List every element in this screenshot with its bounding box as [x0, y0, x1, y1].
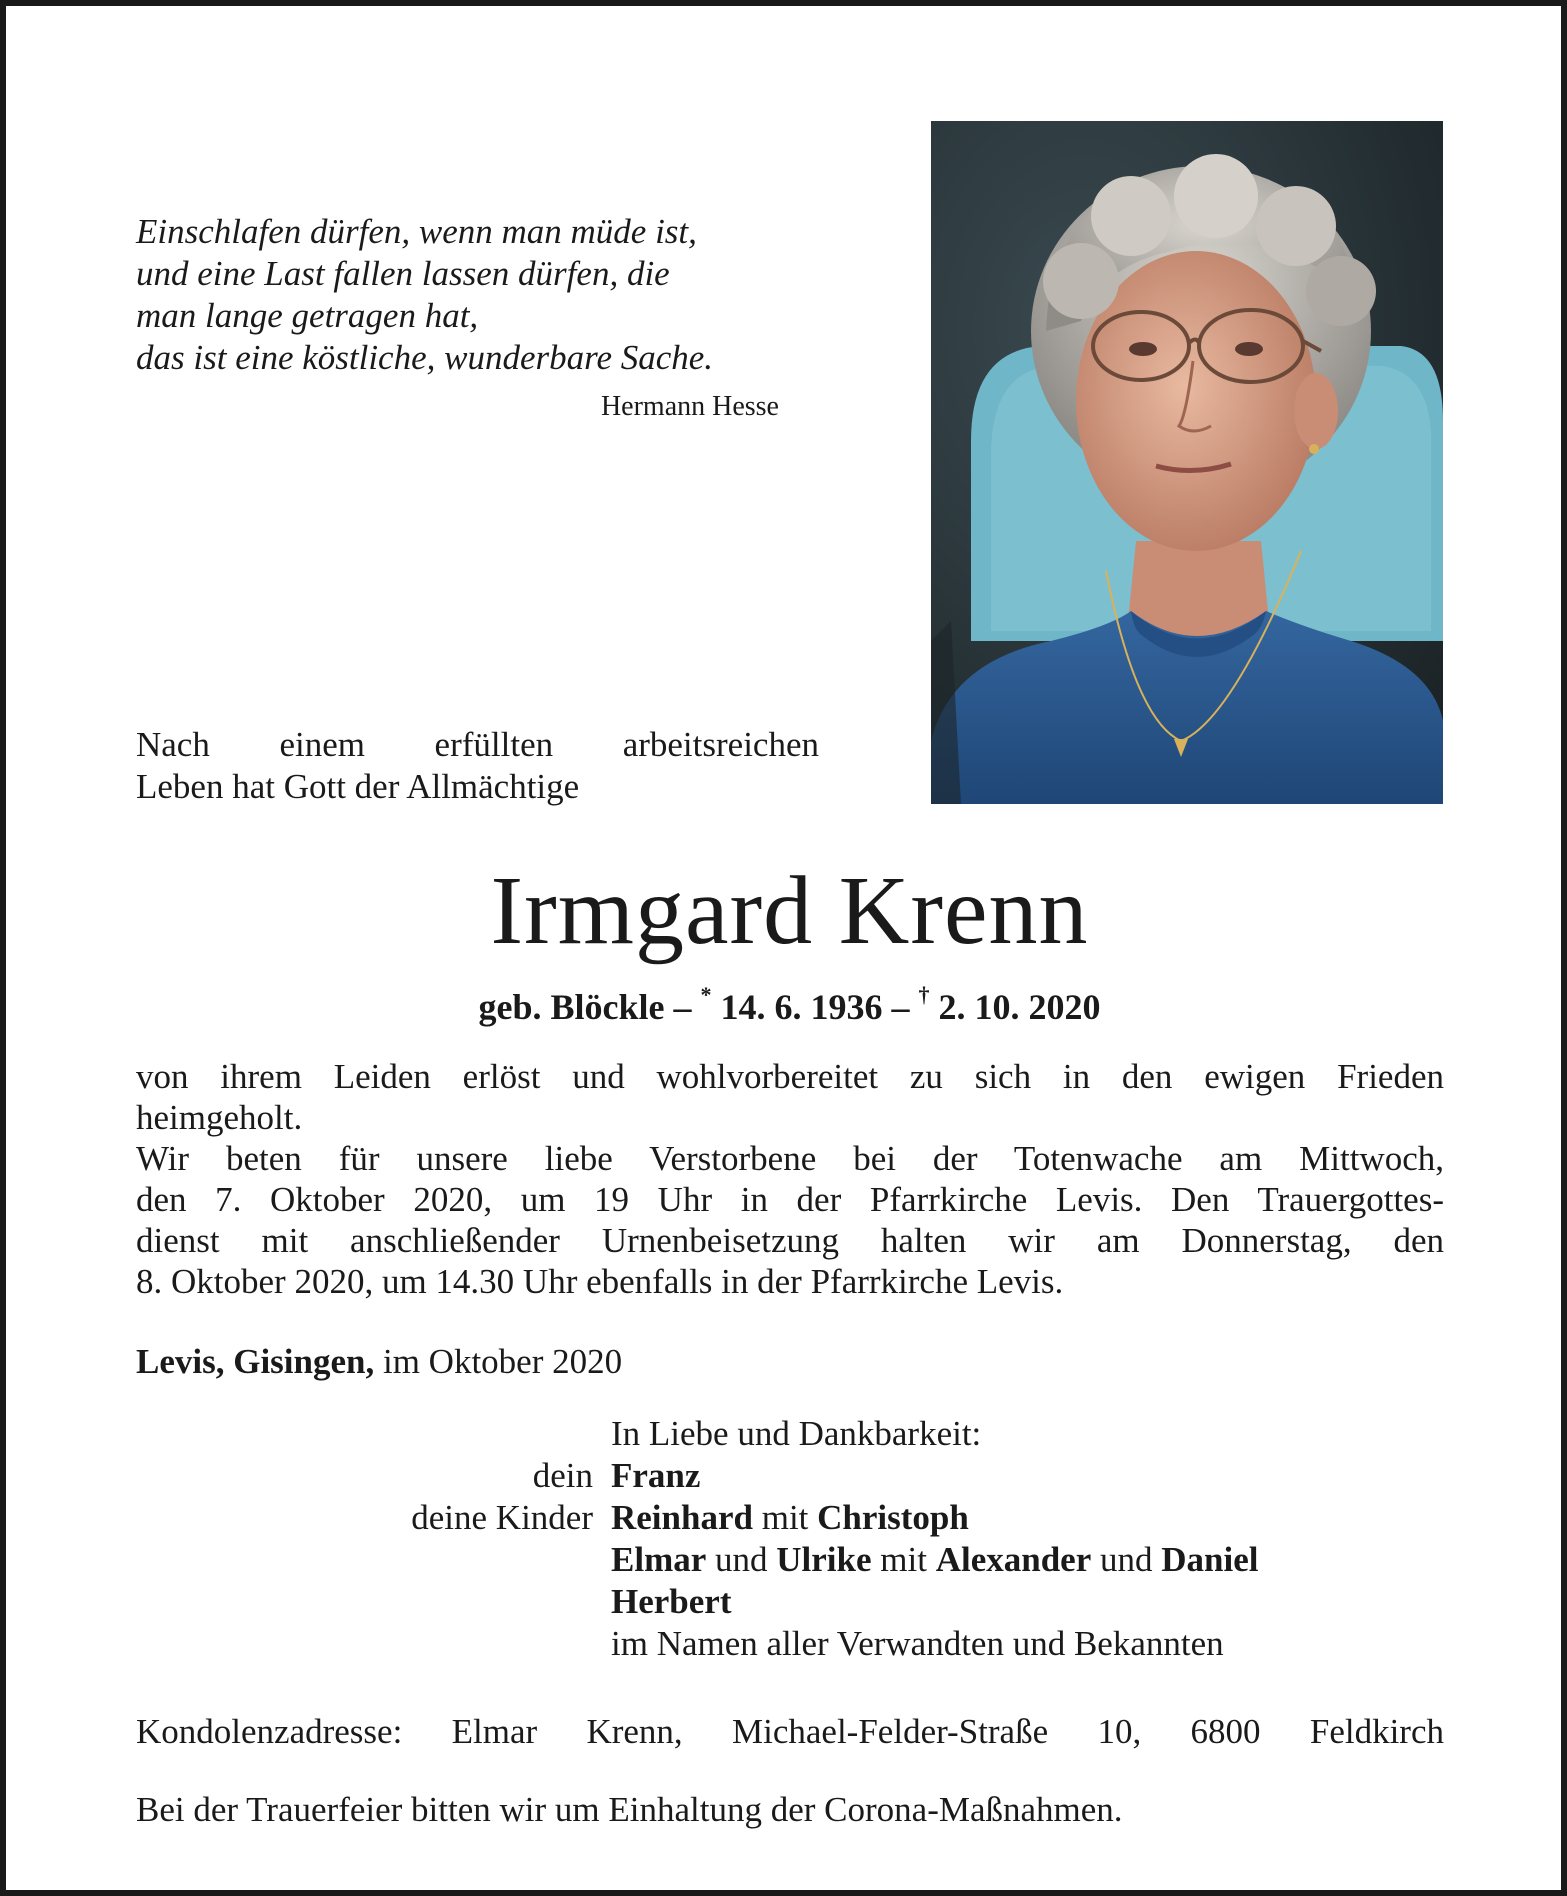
quote-line: das ist eine köstliche, wunderbare Sache.: [136, 338, 714, 377]
children-label: deine Kinder: [411, 1498, 593, 1537]
connector: und: [706, 1540, 777, 1579]
child-name: Herbert: [611, 1582, 732, 1621]
connector: mit: [752, 1498, 818, 1537]
children-row: [136, 1539, 1444, 1581]
portrait-image: [931, 121, 1443, 804]
intro-line: Nach einem erfüllten arbeitsreichen: [136, 725, 819, 764]
body-line: 8. Oktober 2020, um 14.30 Uhr ebenfalls in der Pfarrkirche Levis.: [136, 1262, 1064, 1301]
place-names: Levis, Gisingen,: [136, 1342, 375, 1381]
child-name: Reinhard: [611, 1498, 753, 1537]
birth-symbol: *: [700, 982, 712, 1007]
partner-name: Ulrike: [776, 1540, 872, 1579]
child-name: Elmar: [611, 1540, 707, 1579]
death-date: 2. 10. 2020: [929, 987, 1101, 1027]
body-line: dienst mit anschließender Urnenbeisetzung halten wir am Donnerstag, den: [136, 1221, 1444, 1260]
intro-line: Leben hat Gott der Allmächtige: [136, 767, 580, 806]
separator: –: [882, 987, 919, 1027]
birth-name: geb. Blöckle: [478, 987, 665, 1027]
quote-line: Einschlafen dürfen, wenn man müde ist,: [136, 212, 697, 251]
deceased-name: Irmgard Krenn: [490, 857, 1089, 965]
separator: –: [664, 987, 701, 1027]
children-row: [136, 1581, 1444, 1623]
body-line: heimgeholt.: [136, 1098, 303, 1137]
husband-name: Franz: [611, 1456, 701, 1495]
body-line: von ihrem Leiden erlöst und wohlvorbereitet zu sich in den ewigen Frieden: [136, 1057, 1444, 1096]
children-row: [136, 1497, 1444, 1539]
body-line: den 7. Oktober 2020, um 19 Uhr in der Pfarrkirche Levis. Den Trauergottes-: [136, 1180, 1444, 1219]
husband-label: dein: [532, 1456, 593, 1495]
mourners-intro: In Liebe und Dankbarkeit:: [611, 1414, 982, 1453]
life-dates: [6, 976, 1567, 1030]
grandchild-name: Daniel: [1161, 1540, 1259, 1579]
announcement-text: [136, 1056, 1444, 1302]
condolence-address: Kondolenzadresse: Elmar Krenn, Michael-Felder-Straße 10, 6800 Feldkirch: [136, 1712, 1444, 1751]
connector: und: [1091, 1540, 1162, 1579]
quote: [136, 211, 786, 379]
grandchild-name: Alexander: [935, 1540, 1092, 1579]
grandchild-name: Christoph: [817, 1498, 969, 1537]
month-year: im Oktober 2020: [374, 1342, 623, 1381]
death-symbol: †: [918, 982, 930, 1007]
birth-date: 14. 6. 1936: [711, 987, 883, 1027]
husband-row: [136, 1455, 1444, 1497]
connector: mit: [871, 1540, 936, 1579]
place-date: [136, 1341, 622, 1383]
closing-row: [136, 1623, 1444, 1665]
quote-line: und eine Last fallen lassen dürfen, die: [136, 254, 670, 293]
portrait-photo: [931, 121, 1443, 804]
mourners-list: [136, 1413, 1444, 1665]
quote-author: Hermann Hesse: [600, 391, 779, 422]
quote-line: man lange getragen hat,: [136, 296, 479, 335]
intro-text: [136, 724, 819, 808]
closing-text: im Namen aller Verwandten und Bekannten: [611, 1624, 1224, 1663]
mourners-intro-row: [136, 1413, 1444, 1455]
body-line: Wir beten für unsere liebe Verstorbene bei der Totenwache am Mittwoch,: [136, 1139, 1444, 1178]
corona-notice: Bei der Trauerfeier bitten wir um Einhaltung der Corona-Maßnahmen.: [136, 1790, 1123, 1829]
